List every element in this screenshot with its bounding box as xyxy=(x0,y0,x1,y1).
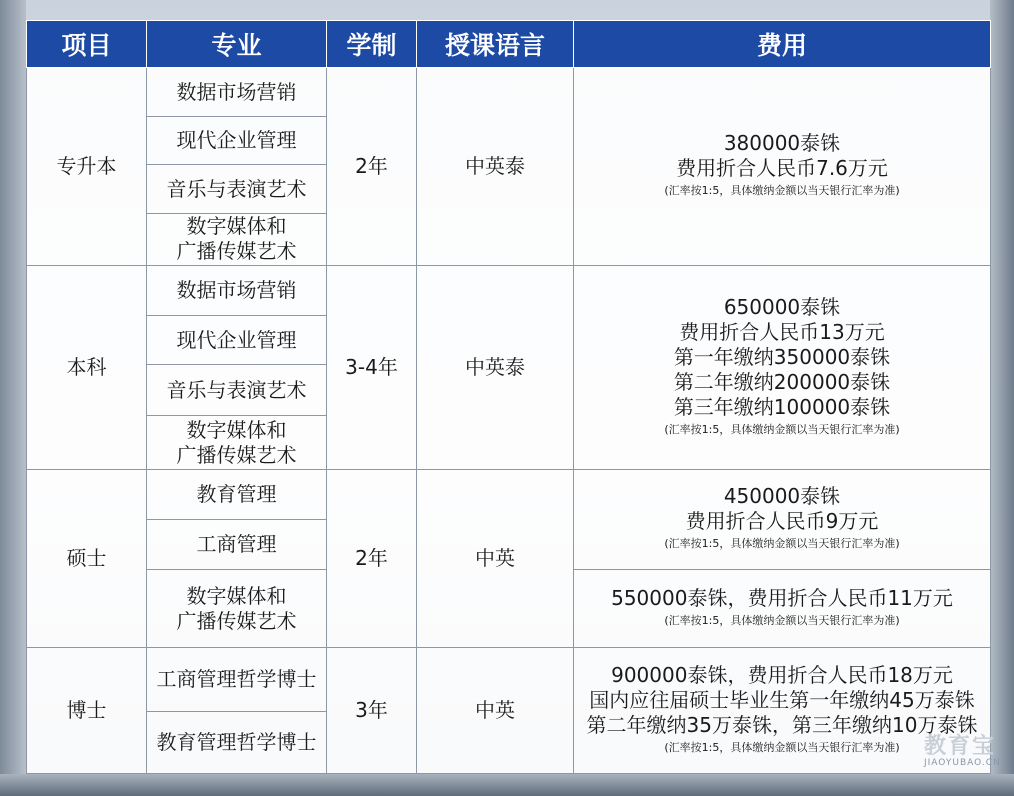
table-row xyxy=(27,265,991,315)
table-row xyxy=(27,68,991,117)
table-row xyxy=(27,648,991,711)
major-cell: 音乐与表演艺术 xyxy=(147,365,327,416)
language-cell: 中英 xyxy=(417,469,574,648)
fee-line: 费用折合人民币9万元 xyxy=(685,509,879,534)
major-line: 数字媒体和 广播传媒艺术 xyxy=(176,583,297,633)
major-cell: 音乐与表演艺术 xyxy=(147,165,327,213)
major-cell: 数据市场营销 xyxy=(147,68,327,117)
fee-line: 第三年缴纳100000泰铢 xyxy=(673,394,891,419)
background-left-edge xyxy=(0,0,26,796)
duration-cell: 2年 xyxy=(327,469,417,648)
language-cell: 中英 xyxy=(417,648,574,774)
major-cell xyxy=(147,570,327,648)
language-cell: 中英泰 xyxy=(417,68,574,266)
major-cell: 工商管理哲学博士 xyxy=(147,648,327,711)
background-bottom-edge xyxy=(0,774,1014,796)
major-cell: 数据市场营销 xyxy=(147,265,327,315)
fee-cell xyxy=(574,68,991,266)
header-language: 授课语言 xyxy=(417,21,574,68)
header-duration: 学制 xyxy=(327,21,417,68)
duration-cell: 3年 xyxy=(327,648,417,774)
exchange-rate-note: (汇率按1:5，具体缴纳金额以当天银行汇率为准) xyxy=(664,614,900,628)
program-name: 本科 xyxy=(27,265,147,469)
major-cell: 教育管理 xyxy=(147,469,327,519)
exchange-rate-note: (汇率按1:5，具体缴纳金额以当天银行汇率为准) xyxy=(664,537,900,551)
fee-line: 第二年缴纳35万泰铢，第三年缴纳10万泰铢 xyxy=(586,713,978,738)
major-line: 数字媒体和 广播传媒艺术 xyxy=(176,214,297,264)
fee-line: 550000泰铢，费用折合人民币11万元 xyxy=(611,586,953,611)
header-fee: 费用 xyxy=(574,21,991,68)
major-cell: 工商管理 xyxy=(147,519,327,569)
fee-line: 900000泰铢，费用折合人民币18万元 xyxy=(611,663,953,688)
language-cell: 中英泰 xyxy=(417,265,574,469)
fee-line: 450000泰铢 xyxy=(723,484,841,509)
major-cell xyxy=(147,213,327,265)
watermark-url: JIAOYUBAO.CN xyxy=(924,758,1001,768)
program-name: 博士 xyxy=(27,648,147,774)
header-major: 专业 xyxy=(147,21,327,68)
major-cell: 现代企业管理 xyxy=(147,316,327,365)
fee-cell xyxy=(574,469,991,569)
duration-cell: 2年 xyxy=(327,68,417,266)
watermark-logo-text: 教育宝 xyxy=(924,734,997,759)
duration-cell: 3-4年 xyxy=(327,265,417,469)
fee-line: 380000泰铢 xyxy=(723,131,841,156)
fee-line: 第二年缴纳200000泰铢 xyxy=(673,369,891,394)
fee-cell xyxy=(574,570,991,648)
exchange-rate-note: (汇率按1:5，具体缴纳金额以当天银行汇率为准) xyxy=(664,741,900,755)
program-fee-table xyxy=(26,20,991,774)
major-line: 数字媒体和 广播传媒艺术 xyxy=(176,417,297,467)
background-right-edge xyxy=(990,0,1014,796)
program-name: 硕士 xyxy=(27,469,147,648)
major-cell xyxy=(147,416,327,469)
fee-cell xyxy=(574,265,991,469)
exchange-rate-note: (汇率按1:5，具体缴纳金额以当天银行汇率为准) xyxy=(664,422,900,436)
watermark-logo xyxy=(924,736,1001,768)
major-cell: 现代企业管理 xyxy=(147,117,327,165)
header-program: 项目 xyxy=(27,21,147,68)
fee-line: 第一年缴纳350000泰铢 xyxy=(673,344,891,369)
table-row xyxy=(27,469,991,519)
major-cell: 教育管理哲学博士 xyxy=(147,711,327,773)
program-name: 专升本 xyxy=(27,68,147,266)
fee-line: 650000泰铢 xyxy=(723,294,841,319)
fee-line: 费用折合人民币7.6万元 xyxy=(676,156,888,181)
fee-line: 费用折合人民币13万元 xyxy=(679,319,885,344)
fee-line: 国内应往届硕士毕业生第一年缴纳45万泰铢 xyxy=(589,688,975,713)
exchange-rate-note: (汇率按1:5，具体缴纳金额以当天银行汇率为准) xyxy=(664,184,900,198)
table-header-row xyxy=(27,21,991,68)
